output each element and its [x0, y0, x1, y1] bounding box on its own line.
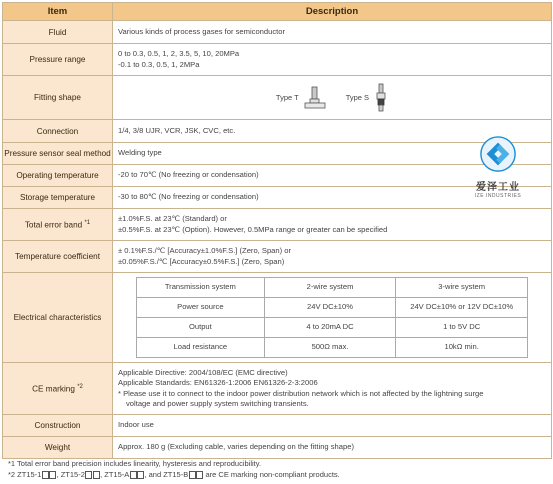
header-description: Description	[113, 3, 552, 21]
watermark-cn: 爱泽工业	[476, 182, 520, 193]
electrical-row	[137, 338, 528, 358]
op-temp-label: Operating temperature	[3, 165, 113, 187]
footnote-2-part-e: are CE marking non-compliant products.	[203, 469, 340, 479]
row-ce-marking	[3, 363, 552, 415]
pressure-line2: -0.1 to 0.3, 0.5, 1, 2MPa	[118, 59, 200, 69]
row-pressure	[3, 44, 552, 76]
electrical-cell: 10kΩ min.	[396, 338, 528, 358]
electrical-cell: 500Ω max.	[264, 338, 396, 358]
placeholder-box-icon	[85, 471, 92, 479]
ce-desc	[113, 363, 552, 415]
fitting-label: Fitting shape	[3, 76, 113, 120]
row-error-band	[3, 209, 552, 241]
connection-desc: 1/4, 3/8 UJR, VCR, JSK, CVC, etc.	[113, 120, 552, 143]
electrical-table	[136, 277, 528, 358]
placeholder-box-icon	[189, 471, 196, 479]
temp-coef-label: Temperature coefficient	[3, 241, 113, 273]
footnotes	[8, 459, 340, 481]
watermark-logo	[458, 135, 538, 199]
construction-label: Construction	[3, 415, 113, 437]
electrical-cell: 1 to 5V DC	[396, 318, 528, 338]
ce-line2: Applicable Standards: EN61326-1:2006 EN61326-2-3:2006	[118, 378, 318, 388]
watermark-en: IZE INDUSTRIES	[474, 193, 522, 199]
electrical-desc	[113, 273, 552, 363]
row-weight	[3, 437, 552, 459]
error-band-label-cell	[3, 209, 113, 241]
type-s-icon	[374, 83, 388, 113]
seal-desc: Welding type	[113, 143, 552, 165]
temp-coef-line2: ±0.05%F.S./℃ [Accuracy±0.5%F.S.] (Zero, Span)	[118, 256, 285, 266]
table-header-row	[3, 3, 552, 21]
error-band-line1: ±1.0%F.S. at 23℃ (Standard) or	[118, 214, 227, 224]
construction-desc: Indoor use	[113, 415, 552, 437]
op-temp-desc: -20 to 70℃ (No freezing or condensation)	[113, 165, 552, 187]
fluid-desc: Various kinds of process gases for semiconductor	[113, 21, 552, 44]
footnote-2-part-c: , ZT15-A	[100, 469, 130, 479]
weight-desc: Approx. 180 g (Excluding cable, varies depending on the fitting shape)	[113, 437, 552, 459]
temp-coef-desc	[113, 241, 552, 273]
type-t-label: Type T	[275, 92, 299, 102]
connection-label: Connection	[3, 120, 113, 143]
seal-label: Pressure sensor seal method	[3, 143, 113, 165]
electrical-cell: 2-wire system	[264, 278, 396, 298]
error-band-label: Total error band	[24, 220, 83, 230]
electrical-cell: Power source	[137, 298, 265, 318]
row-electrical	[3, 273, 552, 363]
electrical-cell: 4 to 20mA DC	[264, 318, 396, 338]
row-construction	[3, 415, 552, 437]
pressure-line1: 0 to 0.3, 0.5, 1, 2, 3.5, 5, 10, 20MPa	[118, 49, 240, 59]
ce-line3: * Please use it to connect to the indoor power distribution network which is not affected by the lightning surge	[118, 388, 484, 398]
temp-coef-line1: ± 0.1%F.S./℃ [Accuracy±1.0%F.S.] (Zero, Span) or	[118, 246, 292, 256]
electrical-cell: 24V DC±10% or 12V DC±10%	[396, 298, 528, 318]
error-band-line2: ±0.5%F.S. at 23℃ (Option). However, 0.5MPa range or greater can be specified	[118, 224, 388, 234]
electrical-cell: 24V DC±10%	[264, 298, 396, 318]
placeholder-box-icon	[42, 471, 49, 479]
ize-logo-icon	[479, 135, 517, 173]
fitting-desc	[113, 76, 552, 120]
placeholder-box-icon	[130, 471, 137, 479]
ce-line1: Applicable Directive: 2004/108/EC (EMC directive)	[118, 368, 288, 378]
ce-footnote-mark: *2	[77, 383, 83, 390]
electrical-cell: Load resistance	[137, 338, 265, 358]
electrical-row	[137, 318, 528, 338]
pressure-label: Pressure range	[3, 44, 113, 76]
fluid-label: Fluid	[3, 21, 113, 44]
electrical-label: Electrical characteristics	[3, 273, 113, 363]
electrical-cell: Transmission system	[137, 278, 265, 298]
storage-temp-desc: -30 to 80℃ (No freezing or condensation)	[113, 187, 552, 209]
spec-table	[2, 2, 552, 459]
footnote-2	[8, 470, 340, 481]
row-fluid	[3, 21, 552, 44]
footnote-2-part-b: , ZT15-2	[56, 469, 85, 479]
footnote-1: *1 Total error band precision includes linearity, hysteresis and reproducibility.	[8, 459, 262, 468]
placeholder-box-icon	[49, 471, 56, 479]
error-band-footnote-mark: *1	[84, 219, 91, 226]
row-fitting	[3, 76, 552, 120]
error-band-desc	[113, 209, 552, 241]
electrical-row	[137, 298, 528, 318]
ce-label: CE marking	[32, 384, 75, 394]
type-t-icon	[304, 85, 326, 111]
weight-label: Weight	[3, 437, 113, 459]
fitting-type-t	[276, 85, 326, 111]
storage-temp-label: Storage temperature	[3, 187, 113, 209]
footnote-2-part-d: , and ZT15-B	[144, 469, 189, 479]
electrical-cell: Output	[137, 318, 265, 338]
electrical-row	[137, 278, 528, 298]
pressure-desc	[113, 44, 552, 76]
ce-label-cell	[3, 363, 113, 415]
header-item: Item	[3, 3, 113, 21]
fitting-type-s	[346, 83, 388, 113]
electrical-cell: 3-wire system	[396, 278, 528, 298]
footnote-2-part-a: *2 ZT15-1	[8, 469, 42, 479]
ce-line4: voltage and power supply system switching transients.	[126, 398, 309, 408]
row-temp-coefficient	[3, 241, 552, 273]
type-s-label: Type S	[345, 92, 370, 102]
placeholder-box-icon	[93, 471, 100, 479]
